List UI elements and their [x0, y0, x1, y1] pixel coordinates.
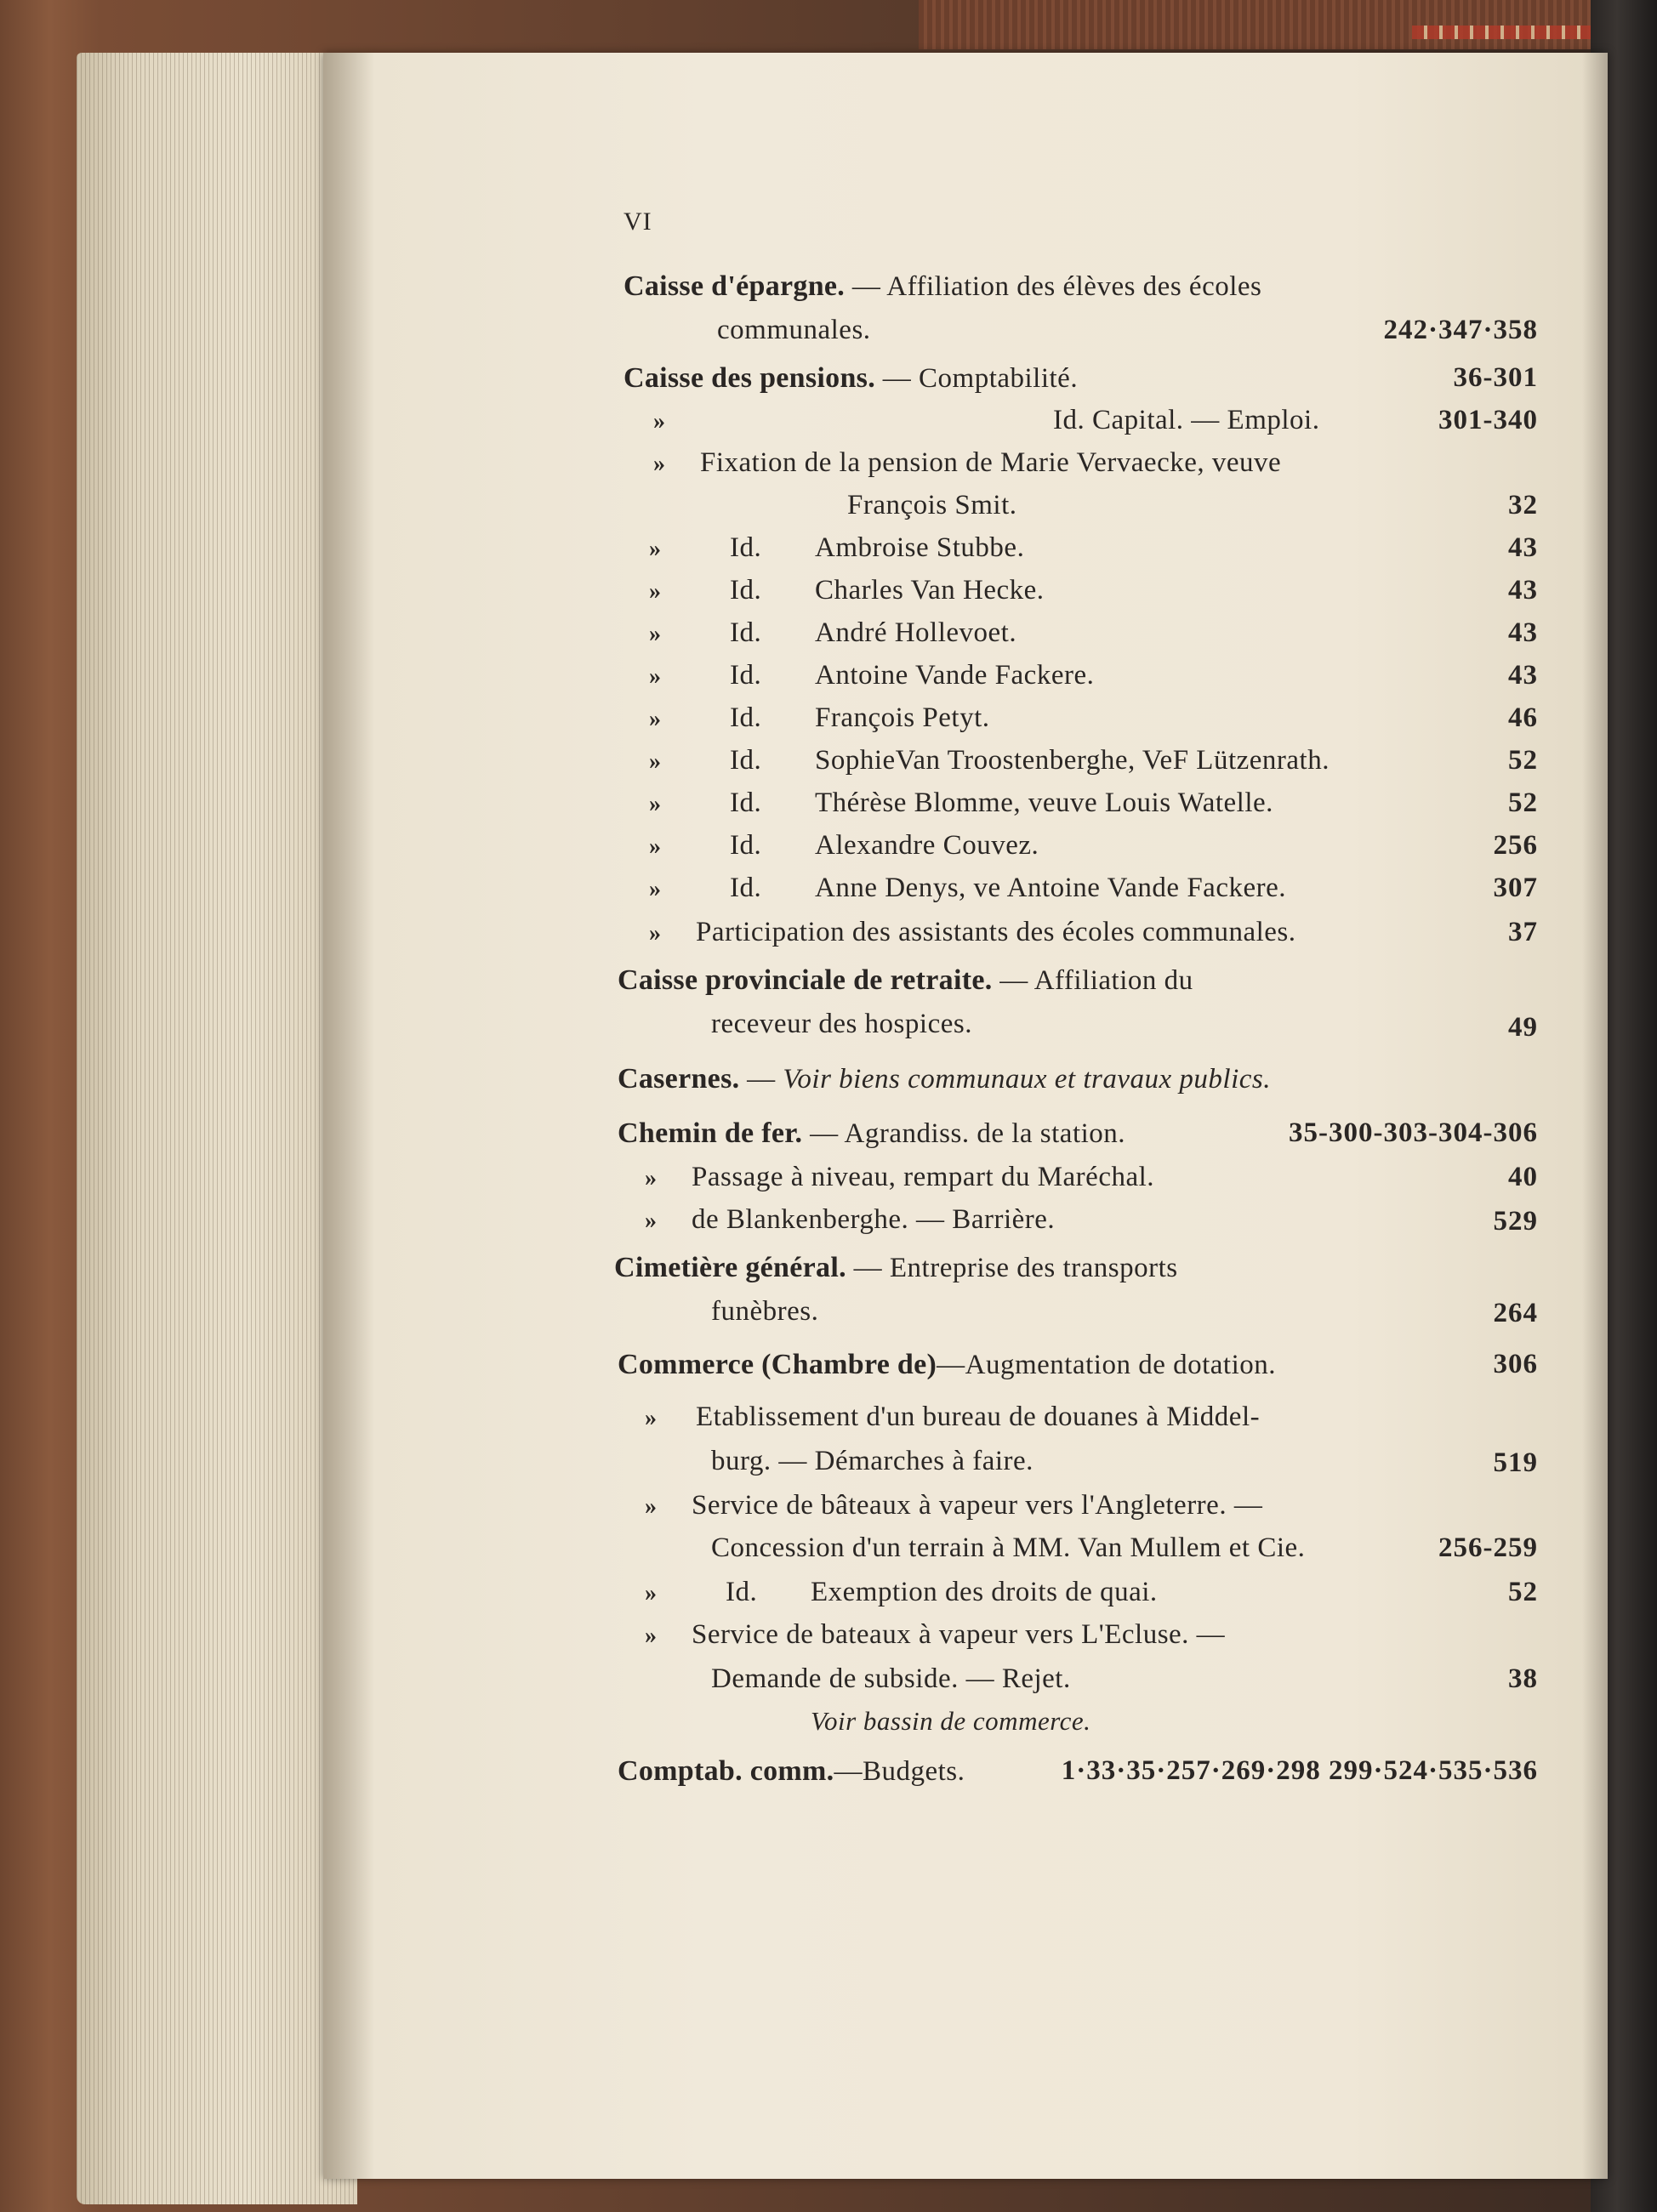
ditto-mark: » [645, 1165, 657, 1191]
page-ref: 37 [1508, 917, 1538, 947]
page-ref: 35-300-303-304-306 [1289, 1117, 1538, 1148]
page-ref: 43 [1508, 575, 1538, 606]
entry-text: Fixation de la pension de Marie Vervaecke, veuve [700, 447, 1282, 478]
sub-id: Id. [730, 617, 762, 648]
page-ref: 43 [1508, 532, 1538, 563]
sub-id: Id. [730, 702, 762, 733]
sub-id: Id. [730, 532, 762, 563]
entry-text: Id. Capital. — Emploi. [1053, 405, 1320, 435]
sub-id: Id. [730, 575, 762, 606]
sub-text: Anne Denys, ve Antoine Vande Fackere. [815, 873, 1286, 903]
see-reference: Voir biens communaux et travaux publics. [783, 1064, 1271, 1095]
entry-text-cont: funèbres. [711, 1296, 819, 1327]
ditto-mark: » [653, 451, 665, 477]
entry-text: de Blankenberghe. — Barrière. [692, 1204, 1056, 1235]
entry-heading: Caisse d'épargne. [624, 270, 846, 302]
sub-id: Id. [730, 660, 762, 691]
ditto-mark: » [649, 876, 661, 902]
entry-heading: Casernes. [618, 1063, 740, 1095]
entry-text: — [739, 1064, 783, 1095]
sub-text: Alexandre Couvez. [815, 830, 1039, 861]
entry-text: Service de bâteaux à vapeur vers l'Angleterre. — [692, 1490, 1263, 1521]
page-ref: 256 [1493, 830, 1538, 861]
ditto-mark: » [649, 748, 661, 775]
page-ref: 256-259 [1438, 1532, 1538, 1563]
entry-comptab [618, 1755, 965, 1788]
entry-text-cont: François Smit. [847, 490, 1017, 520]
page-ref: 307 [1493, 873, 1538, 903]
ditto-mark: » [649, 920, 661, 947]
page-ref: 38 [1508, 1663, 1538, 1694]
entry-commerce [618, 1349, 1276, 1381]
page-ref: 52 [1508, 788, 1538, 818]
page-ref: 40 [1508, 1162, 1538, 1192]
page-folio: VI [624, 208, 652, 236]
entry-casernes [618, 1063, 1271, 1095]
entry-text: — Affiliation du [992, 965, 1193, 996]
entry-caisse-pensions [624, 362, 1078, 395]
entry-heading: Caisse des pensions. [624, 362, 876, 394]
page-ref: 43 [1508, 617, 1538, 648]
entry-text: —Augmentation de dotation. [937, 1350, 1277, 1380]
page-ref: 264 [1493, 1298, 1538, 1328]
entry-text: Participation des assistants des écoles communales. [696, 917, 1296, 947]
ditto-mark: » [649, 663, 661, 690]
entry-text: Etablissement d'un bureau de douanes à Middel- [696, 1402, 1261, 1432]
entry-text: — Entreprise des transports [846, 1253, 1178, 1283]
ditto-mark: » [645, 1405, 657, 1431]
entry-chemin-de-fer [618, 1117, 1125, 1150]
entry-caisse-epargne [624, 270, 1261, 303]
entry-text-cont: communales. [717, 315, 871, 345]
entry-text: — Agrandiss. de la station. [802, 1118, 1126, 1149]
sub-text: Charles Van Hecke. [815, 575, 1045, 606]
entry-text-cont: burg. — Démarches à faire. [711, 1446, 1033, 1476]
ditto-mark: » [645, 1580, 657, 1606]
sub-id: Id. [726, 1577, 758, 1607]
sub-text: Ambroise Stubbe. [815, 532, 1025, 563]
page-ref: 32 [1508, 490, 1538, 520]
see-reference: Voir bassin de commerce. [811, 1706, 1091, 1736]
page-ref: 519 [1493, 1447, 1538, 1478]
entry-text: Exemption des droits de quai. [811, 1577, 1158, 1607]
entry-text: — Comptabilité. [875, 363, 1079, 394]
entry-heading: Comptab. comm. [618, 1755, 834, 1787]
entry-text: Service de bateaux à vapeur vers L'Ecluse. — [692, 1619, 1226, 1650]
entry-text-cont: receveur des hospices. [711, 1009, 972, 1039]
ditto-mark: » [649, 706, 661, 732]
entry-heading: Chemin de fer. [618, 1117, 803, 1149]
page-ref: 49 [1508, 1012, 1538, 1043]
entry-text: Passage à niveau, rempart du Maréchal. [692, 1162, 1155, 1192]
page-ref: 529 [1493, 1206, 1538, 1237]
entry-caisse-provinciale [618, 964, 1193, 997]
page-ref: 36-301 [1453, 362, 1538, 393]
sub-id: Id. [730, 788, 762, 818]
page-ref: 301-340 [1438, 405, 1538, 435]
entry-cimetiere [614, 1252, 1178, 1284]
sub-id: Id. [730, 830, 762, 861]
page-ref: 1·33·35·257·269·298 299·524·535·536 [1061, 1755, 1538, 1786]
page-ref: 52 [1508, 745, 1538, 776]
entry-heading: Commerce (Chambre de) [618, 1349, 937, 1380]
sub-text: Thérèse Blomme, veuve Louis Watelle. [815, 788, 1273, 818]
sub-id: Id. [730, 873, 762, 903]
sub-text: Antoine Vande Fackere. [815, 660, 1095, 691]
entry-text-cont: Concession d'un terrain à MM. Van Mullem et Cie. [711, 1532, 1306, 1563]
page-ref: 306 [1493, 1349, 1538, 1379]
ditto-mark: » [645, 1493, 657, 1520]
sub-text: François Petyt. [815, 702, 990, 733]
ditto-mark: » [645, 1623, 657, 1649]
ditto-mark: » [649, 578, 661, 605]
ditto-mark: » [645, 1208, 657, 1234]
page-ref: 242·347·358 [1383, 315, 1538, 345]
sub-text: SophieVan Troostenberghe, VeF Lützenrath. [815, 745, 1330, 776]
entry-text: —Budgets. [834, 1756, 965, 1787]
page-ref: 46 [1508, 702, 1538, 733]
entry-heading: Caisse provinciale de retraite. [618, 964, 993, 996]
entry-text: — Affiliation des élèves des écoles [845, 271, 1262, 302]
ditto-mark: » [649, 833, 661, 860]
page-ref: 43 [1508, 660, 1538, 691]
ditto-mark: » [653, 408, 665, 435]
page-ref: 52 [1508, 1577, 1538, 1607]
sub-id: Id. [730, 745, 762, 776]
entry-heading: Cimetière général. [614, 1252, 846, 1283]
entry-text-cont: Demande de subside. — Rejet. [711, 1663, 1071, 1694]
ditto-mark: » [649, 536, 661, 562]
sub-text: André Hollevoet. [815, 617, 1017, 648]
ditto-mark: » [649, 621, 661, 647]
ditto-mark: » [649, 791, 661, 817]
